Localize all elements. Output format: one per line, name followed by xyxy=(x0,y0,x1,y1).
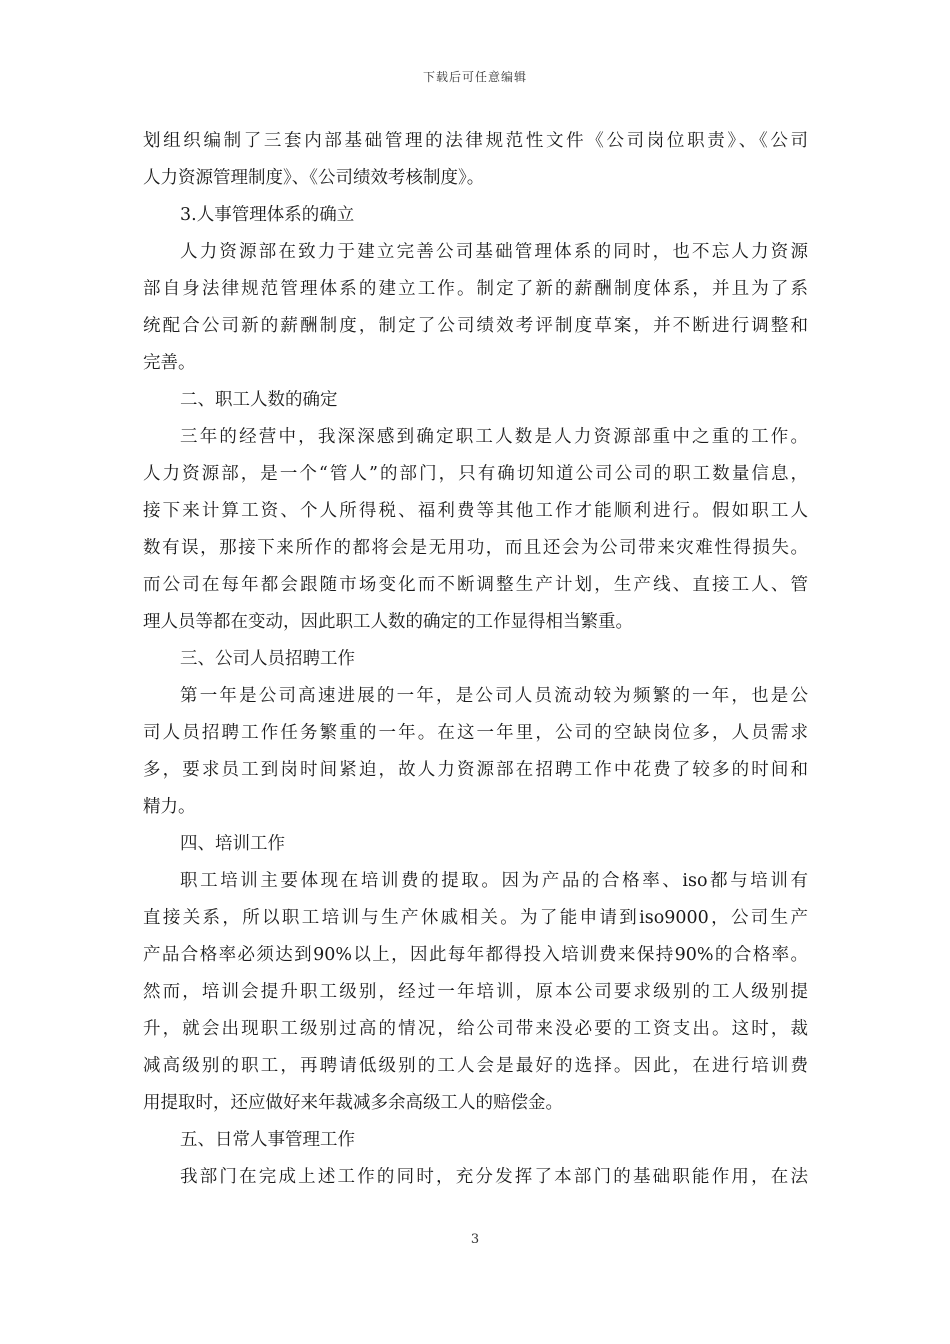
paragraph-line: 第一年是公司高速进展的一年，是公司人员流动较为频繁的一年，也是公 xyxy=(180,686,808,706)
paragraph-line: 人力资源部在致力于建立完善公司基础管理体系的同时，也不忘人力资源 xyxy=(180,242,808,262)
paragraph-line: 我部门在完成上述工作的同时，充分发挥了本部门的基础职能作用，在法 xyxy=(180,1167,808,1187)
paragraph-line: 三年的经营中，我深深感到确定职工人数是人力资源部重中之重的工作。 xyxy=(180,427,808,447)
paragraph-line: 减高级别的职工，再聘请低级别的工人会是最好的选择。因此，在进行培训费 xyxy=(143,1056,808,1076)
paragraph-line: 划组织编制了三套内部基础管理的法律规范性文件《公司岗位职责》、《公司 xyxy=(143,131,808,151)
page-number: 3 xyxy=(470,1232,480,1247)
page-header: 下载后可任意编辑 xyxy=(422,70,527,84)
paragraph-line: 人力资源部，是一个“管人”的部门，只有确切知道公司公司的职工数量信息， xyxy=(143,464,808,484)
paragraph-line: 职工培训主要体现在培训费的提取。因为产品的合格率、iso都与培训有 xyxy=(180,871,808,891)
section-heading: 3.人事管理体系的确立 xyxy=(180,205,355,225)
paragraph-line: 用提取时，还应做好来年裁减多余高级工人的赔偿金。 xyxy=(143,1093,563,1113)
paragraph-line: 人力资源管理制度》、《公司绩效考核制度》。 xyxy=(143,168,485,188)
paragraph-line: 司人员招聘工作任务繁重的一年。在这一年里，公司的空缺岗位多，人员需求 xyxy=(143,723,808,743)
paragraph-line: 多，要求员工到岗时间紧迫，故人力资源部在招聘工作中花费了较多的时间和 xyxy=(143,760,808,780)
paragraph-line: 接下来计算工资、个人所得税、福利费等其他工作才能顺利进行。假如职工人 xyxy=(143,501,808,521)
paragraph-line: 精力。 xyxy=(143,797,196,817)
paragraph-line: 统配合公司新的薪酬制度，制定了公司绩效考评制度草案，并不断进行调整和 xyxy=(143,316,808,336)
section-heading: 四、培训工作 xyxy=(180,834,285,854)
section-heading: 五、日常人事管理工作 xyxy=(180,1130,355,1150)
paragraph-line: 直接关系，所以职工培训与生产休戚相关。为了能申请到iso9000，公司生产 xyxy=(143,908,808,928)
paragraph-line: 部自身法律规范管理体系的建立工作。制定了新的薪酬制度体系，并且为了系 xyxy=(143,279,808,299)
paragraph-line: 然而，培训会提升职工级别，经过一年培训，原本公司要求级别的工人级别提 xyxy=(143,982,808,1002)
paragraph-line: 而公司在每年都会跟随市场变化而不断调整生产计划，生产线、直接工人、管 xyxy=(143,575,808,595)
paragraph-line: 产品合格率必须达到90%以上，因此每年都得投入培训费来保持90%的合格率。 xyxy=(143,945,808,965)
document-body xyxy=(143,123,808,1196)
paragraph-line: 数有误，那接下来所作的都将会是无用功，而且还会为公司带来灾难性得损失。 xyxy=(143,538,808,558)
section-heading: 三、公司人员招聘工作 xyxy=(180,649,355,669)
paragraph-line: 完善。 xyxy=(143,353,196,373)
section-heading: 二、职工人数的确定 xyxy=(180,390,338,410)
paragraph-line: 理人员等都在变动，因此职工人数的确定的工作显得相当繁重。 xyxy=(143,612,633,632)
paragraph-line: 升，就会出现职工级别过高的情况，给公司带来没必要的工资支出。这时，裁 xyxy=(143,1019,808,1039)
